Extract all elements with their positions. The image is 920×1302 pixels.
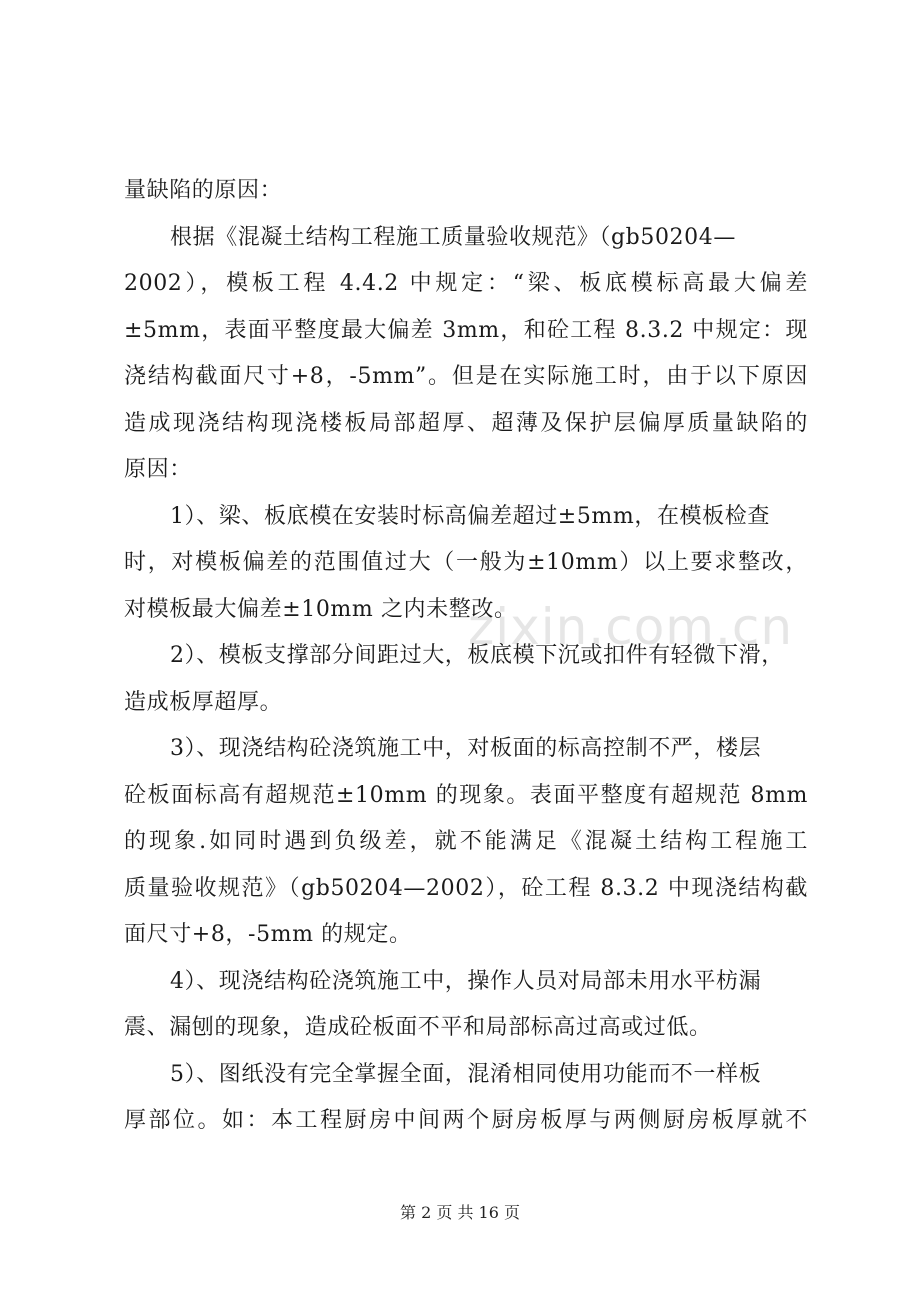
watermark-text: zixin.com.cn (468, 598, 794, 656)
text-line-4: ±5mm，表面平整度最大偏差 3mm，和砼工程 8.3.2 中规定：现 (124, 317, 808, 343)
text-line-11: 2）、模板支撑部分间距过大，板底模下沉或扣件有轻微下滑， (170, 643, 784, 668)
text-line-14: 砼板面标高有超规范±10mm 的现象。表面平整度有超规范 8mm (124, 782, 808, 808)
text-line-16: 质量验收规范》（gb50204—2002），砼工程 8.3.2 中现浇结构截 (124, 875, 808, 901)
text-line-5: 浇结构截面尺寸+8，-5mm”。但是在实际施工时，由于以下原因 (124, 364, 808, 389)
text-line-19: 震、漏刨的现象，造成砼板面不平和局部标高过高或过低。 (124, 1015, 712, 1040)
text-line-18: 4）、现浇结构砼浇筑施工中，操作人员对局部未用水平枋漏 (170, 968, 762, 994)
text-line-17: 面尺寸+8，-5mm 的规定。 (124, 922, 412, 947)
text-line-21: 厚部位。如：本工程厨房中间两个厨房板厚与两侧厨房板厚就不 (124, 1108, 808, 1133)
text-line-6: 造成现浇结构现浇楼板局部超厚、超薄及保护层偏厚质量缺陷的 (124, 410, 808, 436)
page-number-footer: 第 2 页 共 16 页 (400, 1203, 520, 1222)
text-line-1: 量缺陷的原因： (124, 178, 283, 203)
text-line-7: 原因： (124, 457, 192, 482)
text-line-2: 根据《混凝土结构工程施工质量验收规范》（gb50204— (170, 224, 736, 250)
text-line-13: 3）、现浇结构砼浇筑施工中，对板面的标高控制不严，楼层 (170, 736, 762, 761)
document-body (124, 168, 808, 1145)
text-line-8: 1）、梁、板底模在安装时标高偏差超过±5mm，在模板检查 (170, 503, 770, 529)
text-line-20: 5）、图纸没有完全掌握全面，混淆相同使用功能而不一样板 (170, 1061, 762, 1087)
text-line-3: 2002），模板工程 4.4.2 中规定：“梁、板底模标高最大偏差 (124, 271, 808, 296)
text-line-9: 时，对模板偏差的范围值过大（一般为±10mm）以上要求整改， (124, 550, 808, 575)
text-line-12: 造成板厚超厚。 (124, 689, 283, 715)
text-line-15: 的现象.如同时遇到负级差，就不能满足《混凝土结构工程施工 (124, 829, 808, 854)
text-line-10: 对模板最大偏差±10mm 之内未整改。 (124, 596, 517, 622)
